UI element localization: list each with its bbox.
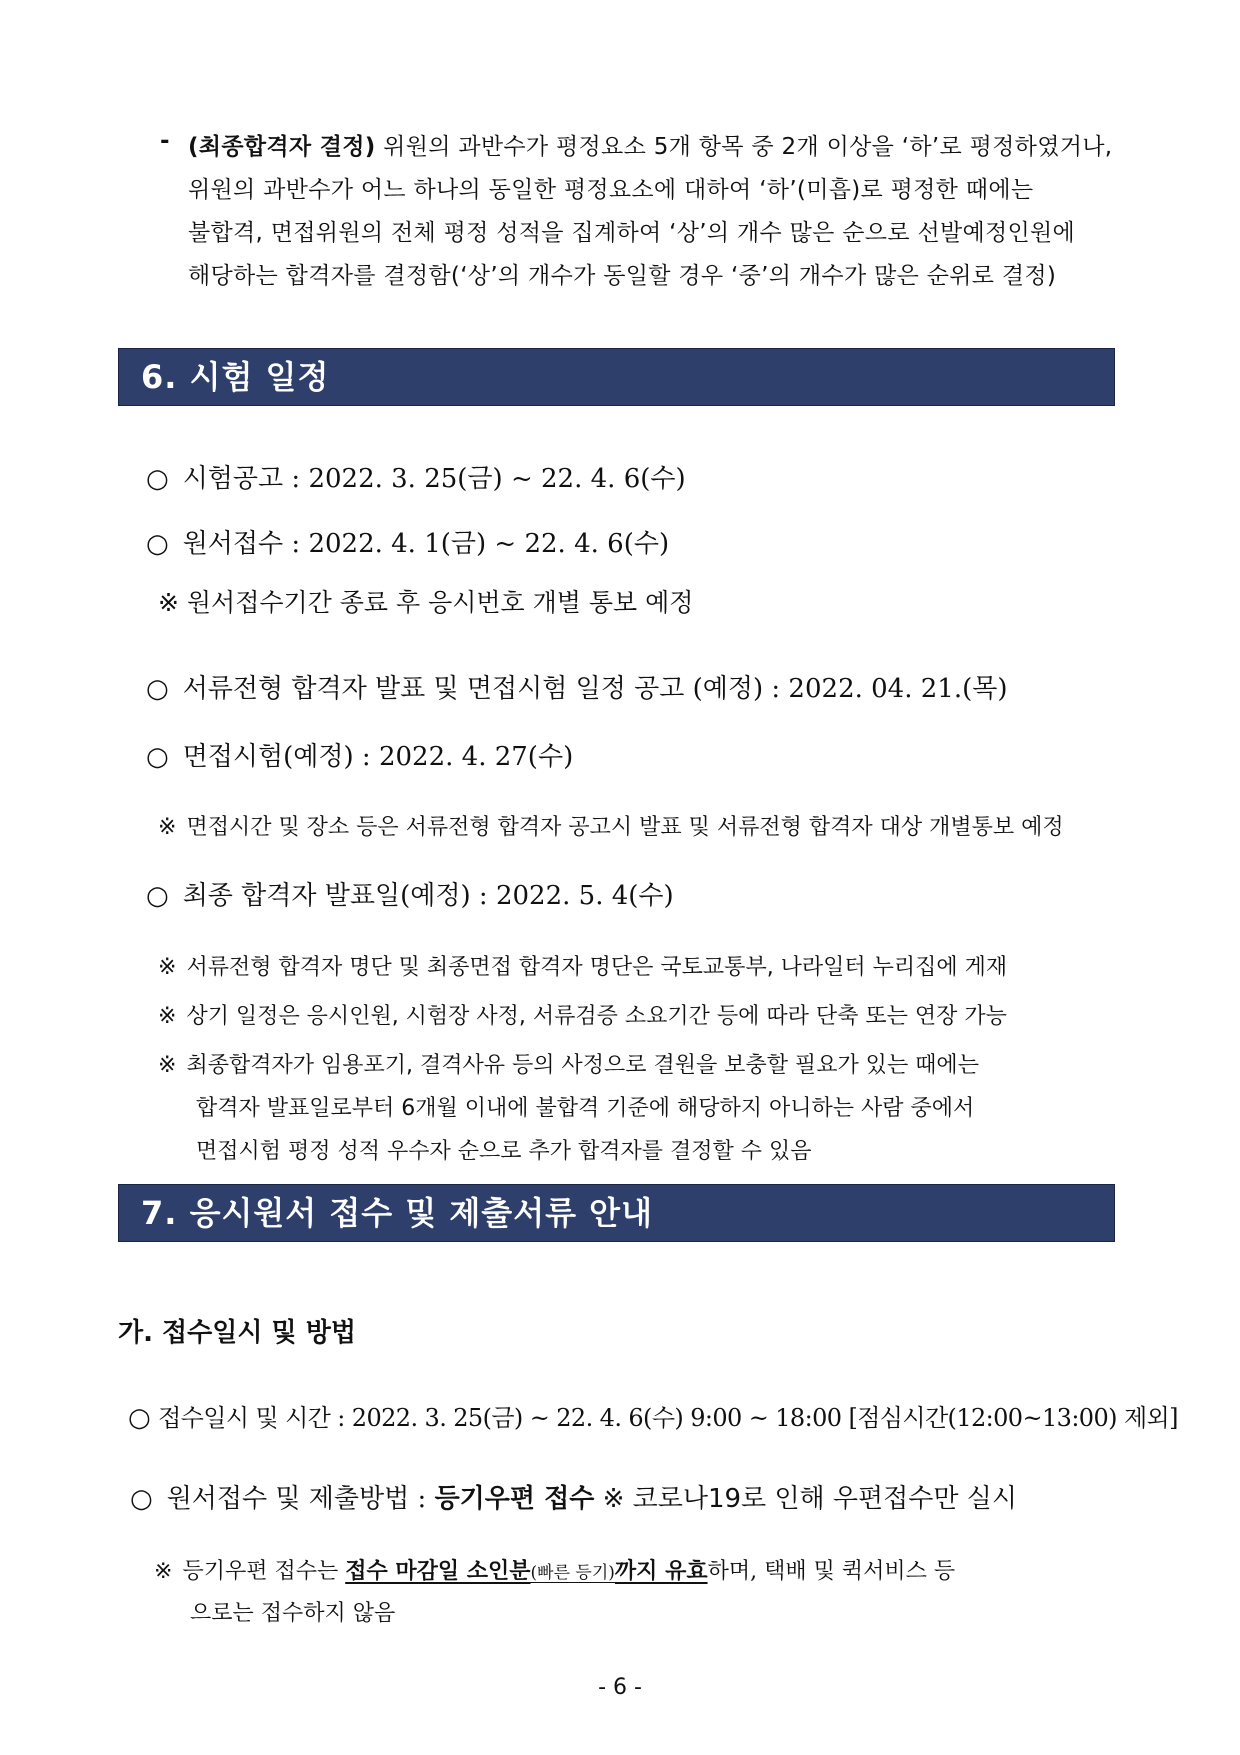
page-number: - 6 -	[598, 1675, 642, 1700]
receipt-datetime-item	[128, 1398, 1178, 1433]
reference-mark-icon: ※	[158, 815, 177, 840]
note-receipt	[158, 583, 693, 619]
circle-bullet-icon: ○	[146, 881, 169, 911]
note-publish	[158, 950, 1007, 981]
note-vacancy	[158, 1048, 979, 1079]
receipt-method-item	[130, 1478, 1017, 1515]
schedule-item-interview	[146, 736, 573, 773]
subheading-receipt-method: 가. 접수일시 및 방법	[118, 1318, 356, 1348]
circle-bullet-icon: ○	[146, 529, 169, 559]
note-text: 서류전형 합격자 명단 및 최종면접 합격자 명단은 국토교통부, 나라일터 누리집에 게재	[186, 955, 1008, 980]
mail-note-deadline: 접수 마감일 소인분	[345, 1559, 531, 1584]
schedule-item-text: 최종 합격자 발표일(예정) : 2022. 5. 4(수)	[182, 881, 674, 911]
mail-validity-note-line-2: 으로는 접수하지 않음	[190, 1601, 396, 1626]
section-7-heading: 7. 응시원서 접수 및 제출서류 안내	[118, 1184, 1115, 1242]
intro-bold-label: (최종합격자 결정)	[188, 134, 376, 160]
note-text: 상기 일정은 응시인원, 시험장 사정, 서류검증 소요기간 등에 따라 단축 또는 연장 가능	[186, 1004, 1007, 1029]
schedule-item-final-announcement	[146, 875, 674, 912]
intro-line-1-text: 위원의 과반수가 평정요소 5개 항목 중 2개 이상을 ‘하’로 평정하였거나,	[375, 134, 1113, 160]
circle-bullet-icon: ○	[146, 742, 169, 772]
circle-bullet-icon: ○	[146, 674, 169, 704]
schedule-item-text: 원서접수 : 2022. 4. 1(금) ~ 22. 4. 6(수)	[182, 529, 670, 559]
receipt-method-registered-mail: 등기우편 접수	[434, 1484, 595, 1514]
circle-bullet-icon: ○	[146, 464, 169, 494]
note-change	[158, 999, 1007, 1030]
mail-note-suffix: 하며, 택배 및 퀵서비스 등	[707, 1559, 956, 1584]
schedule-item-document-screening	[146, 668, 1008, 705]
mail-note-valid: 까지 유효	[614, 1559, 708, 1584]
schedule-item-text: 서류전형 합격자 발표 및 면접시험 일정 공고 (예정) : 2022. 04. 21.(목)	[182, 674, 1008, 704]
schedule-item-text: 면접시험(예정) : 2022. 4. 27(수)	[182, 742, 574, 772]
reference-mark-icon: ※	[158, 955, 177, 980]
reference-mark-icon: ※	[158, 1053, 177, 1078]
receipt-datetime-text: 접수일시 및 시간 : 2022. 3. 25(금) ~ 22. 4. 6(수) 9:00 ~ 18:00 [점심시간(12:00~13:00) 제외]	[158, 1404, 1178, 1432]
mail-validity-note	[154, 1554, 955, 1585]
receipt-method-prefix: 원서접수 및 제출방법 :	[166, 1484, 435, 1514]
intro-line-1	[188, 128, 1112, 161]
circle-bullet-icon: ○	[130, 1484, 153, 1514]
reference-mark-icon: ※	[158, 588, 179, 617]
note-interview	[158, 810, 1064, 841]
note-text: 원서접수기간 종료 후 응시번호 개별 통보 예정	[186, 588, 694, 617]
intro-dash: -	[160, 128, 170, 154]
schedule-item-text: 시험공고 : 2022. 3. 25(금) ~ 22. 4. 6(수)	[182, 464, 686, 494]
intro-line-2: 위원의 과반수가 어느 하나의 동일한 평정요소에 대하여 ‘하’(미흡)로 평정한 때에는	[188, 177, 1034, 203]
schedule-item-announcement	[146, 458, 686, 495]
reference-mark-icon: ※	[154, 1559, 173, 1584]
note-text: 최종합격자가 임용포기, 결격사유 등의 사정으로 결원을 보충할 필요가 있는 때에는	[186, 1053, 979, 1078]
mail-note-express: (빠른 등기)	[530, 1563, 615, 1583]
receipt-method-covid-note: ※ 코로나19로 인해 우편접수만 실시	[594, 1484, 1018, 1514]
section-6-heading: 6. 시험 일정	[118, 348, 1115, 406]
intro-line-4: 해당하는 합격자를 결정함(‘상’의 개수가 동일할 경우 ‘중’의 개수가 많은 순위로 결정)	[188, 263, 1057, 289]
note-vacancy-line-3: 면접시험 평정 성적 우수자 순으로 추가 합격자를 결정할 수 있음	[196, 1139, 812, 1164]
reference-mark-icon: ※	[158, 1004, 177, 1029]
schedule-item-application	[146, 523, 669, 560]
note-vacancy-line-2: 합격자 발표일로부터 6개월 이내에 불합격 기준에 해당하지 아니하는 사람 중에서	[196, 1096, 975, 1121]
intro-line-3: 불합격, 면접위원의 전체 평정 성적을 집계하여 ‘상’의 개수 많은 순으로 선발예정인원에	[188, 220, 1076, 246]
note-text: 면접시간 및 장소 등은 서류전형 합격자 공고시 발표 및 서류전형 합격자 대상 개별통보 예정	[186, 815, 1064, 840]
circle-bullet-icon: ○	[128, 1403, 151, 1433]
mail-note-prefix: 등기우편 접수는	[182, 1559, 346, 1584]
